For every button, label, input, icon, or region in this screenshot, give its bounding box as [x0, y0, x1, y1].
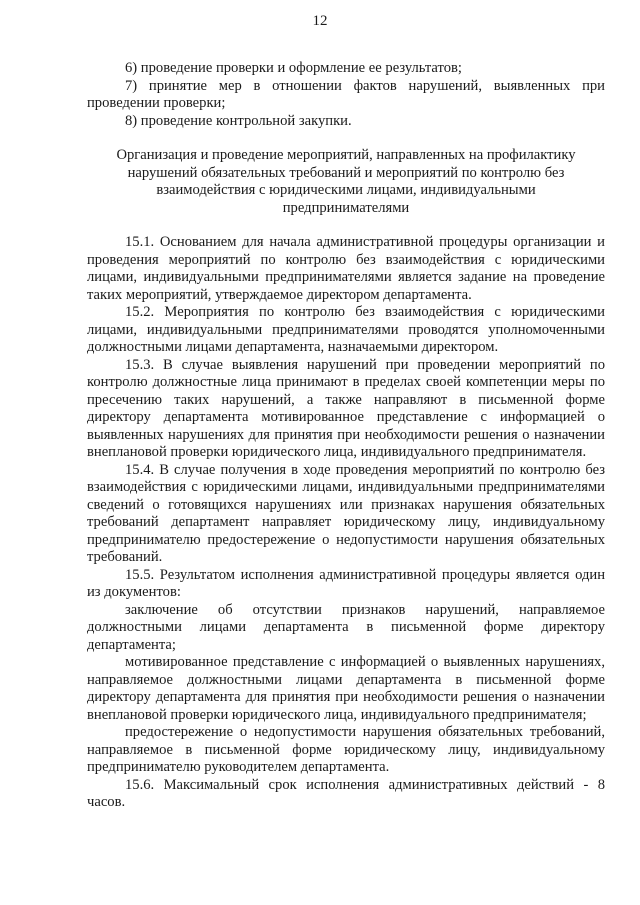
list-item: 8) проведение контрольной закупки.: [125, 112, 352, 129]
page-number: 12: [312, 13, 328, 29]
paragraph-15-4: 15.4. В случае получения в ходе проведения мероприятий по контролю без взаимодействия с юридическими лицами, индивидуальными предпринимателями сведений о готовящихся нарушениях или признаках нарушения обязательных требований департамент направляет юридическому лицу, индивидуальному предпринимателю предостережение о недопустимости нарушения обязательных требований.: [87, 461, 605, 565]
paragraph-15-1: 15.1. Основанием для начала административной процедуры организации и проведения мероприятий по контролю без взаимодействия с юридическими лицами, индивидуальными предпринимателями является задание на проведение таких мероприятий, утверждаемое директором департамента.: [87, 234, 605, 303]
section-heading: Организация и проведение мероприятий, направленных на профилактику нарушений обязательных требований и мероприятий по контролю без взаимодействия с юридическими лицами, индивидуальными предпринимателями: [116, 147, 576, 216]
result-option-representation: мотивированное представление с информацией о выявленных нарушениях, направляемое должностными лицами департамента в письменной форме директору департамента для принятия при необходимости решения о назначении внеплановой проверки юридического лица, индивидуального предпринимателя;: [87, 654, 605, 723]
paragraph-15-3: 15.3. В случае выявления нарушений при проведении мероприятий по контролю должностные лица принимают в пределах своей компетенции меры по пресечению таких нарушений, а также направляют в письменной форме директору департамента мотивированное представление с информацией о выявленных нарушениях для принятия при необходимости решения о назначении внеплановой проверки юридического лица, индивидуального предпринимателя.: [87, 356, 605, 460]
list-item: 6) проведение проверки и оформление ее результатов;: [125, 60, 462, 76]
document-body: [87, 60, 605, 812]
result-option-conclusion: заключение об отсутствии признаков нарушений, направляемое должностными лицами департамента в письменной форме директору департамента;: [87, 601, 605, 653]
list-item: 7) принятие мер в отношении фактов нарушений, выявленных при проведении проверки;: [87, 77, 605, 111]
paragraph-15-5: 15.5. Результатом исполнения административной процедуры является один из документов:: [87, 566, 605, 600]
result-option-warning: предостережение о недопустимости нарушения обязательных требований, направляемое в письменной форме юридическому лицу, индивидуальному предпринимателю руководителем департамента.: [87, 724, 605, 775]
paragraph-15-6: 15.6. Максимальный срок исполнения административных действий - 8 часов.: [87, 776, 605, 810]
paragraph-15-2: 15.2. Мероприятия по контролю без взаимодействия с юридическими лицами, индивидуальными предпринимателями проводятся уполномоченными должностными лицами департамента, назначаемыми директором.: [87, 304, 605, 355]
